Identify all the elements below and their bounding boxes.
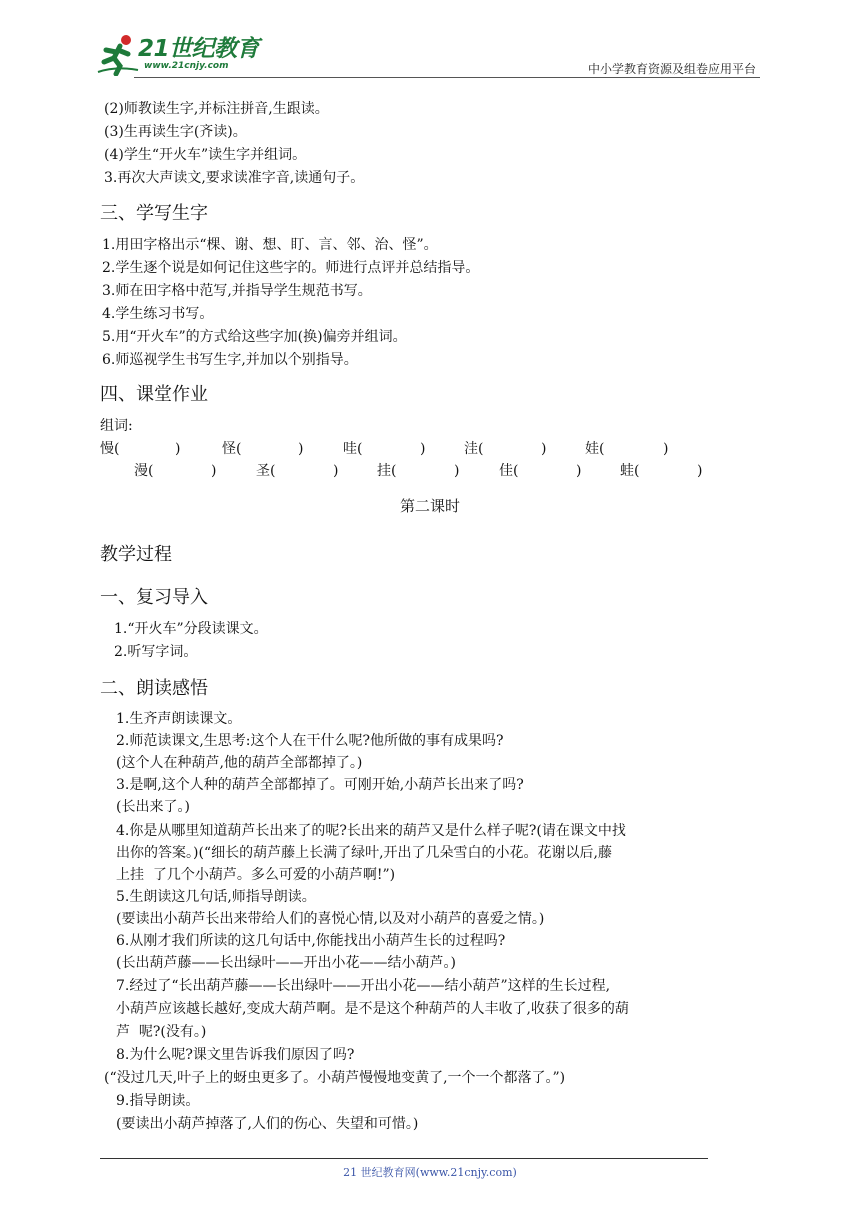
site-logo[interactable] [96,28,266,78]
exercise-char: 圣( [256,463,276,479]
exercise-blank-close: ) [175,441,181,457]
section-heading: 三、学写生字 [100,203,208,224]
text-line: 3.再次大声读文,要求读准字音,读通句子。 [104,170,365,186]
body-line: 2.师范读课文,生思考:这个人在干什么呢?他所做的事有成果吗? [116,733,504,749]
body-line: (这个人在种葫芦,他的葫芦全部都掉了。) [116,755,363,771]
body-line: 7.经过了“长出葫芦藤——长出绿叶——开出小花——结小葫芦”这样的生长过程, [116,978,611,994]
exercise-blank-close: ) [541,441,547,457]
body-line: (要读出小葫芦掉落了,人们的伤心、失望和可惜。) [116,1116,419,1132]
text-line: (3)生再读生字(齐读)。 [104,124,247,140]
text-line: (2)师教读生字,并标注拼音,生跟读。 [104,101,329,117]
section-heading: 一、复习导入 [100,587,208,608]
body-line: 3.是啊,这个人种的葫芦全部都掉了。可刚开始,小葫芦长出来了吗? [116,777,524,793]
lesson-title: 第二课时 [399,497,460,515]
list-item: 6.师巡视学生书写生字,并加以个别指导。 [102,352,358,368]
process-heading: 教学过程 [100,544,172,565]
exercise-blank-close: ) [454,463,460,479]
body-line: (要读出小葫芦长出来带给人们的喜悦心情,以及对小葫芦的喜爱之情。) [116,911,545,927]
body-line: 芦 呢?(没有。) [116,1024,207,1040]
exercise-blank-close: ) [420,441,426,457]
exercise-char: 漫( [134,463,154,479]
exercise-char: 挂( [377,463,397,479]
exercise-char: 佳( [499,463,519,479]
exercise-char: 哇( [343,441,363,457]
logo-url: www.21cnjy.com [144,61,229,71]
exercise-blank-close: ) [333,463,339,479]
list-item: 4.学生练习书写。 [102,306,214,322]
header-divider [134,77,760,78]
section-heading: 四、课堂作业 [100,384,208,405]
page-header [96,28,760,80]
body-line: (长出来了。) [116,799,190,815]
body-line: 上挂 了几个小葫芦。多么可爱的小葫芦啊!”) [116,867,396,883]
list-item: 5.用“开火车”的方式给这些字加(换)偏旁并组词。 [102,329,407,345]
exercise-char: 娃( [585,441,605,457]
runner-logo-icon [96,32,140,76]
exercise-char: 蛙( [620,463,640,479]
text-line: (4)学生“开火车”读生字并组词。 [104,147,307,163]
exercise-blank-close: ) [298,441,304,457]
body-line: (长出葫芦藤——长出绿叶——开出小花——结小葫芦。) [116,955,456,971]
body-line: (“没过几天,叶子上的蚜虫更多了。小葫芦慢慢地变黄了,一个一个都落了。”) [104,1070,566,1086]
body-line: 4.你是从哪里知道葫芦长出来了的呢?长出来的葫芦又是什么样子呢?(请在课文中找 [116,823,626,839]
exercise-char: 怪( [222,441,242,457]
exercise-blank-close: ) [697,463,703,479]
body-line: 1.生齐声朗读课文。 [116,711,242,727]
body-line: 9.指导朗读。 [116,1093,200,1109]
exercise-blank-close: ) [663,441,669,457]
body-line: 出你的答案。)(“细长的葫芦藤上长满了绿叶,开出了几朵雪白的小花。花谢以后,藤 [116,845,612,861]
exercise-blank-close: ) [211,463,217,479]
exercise-blank-close: ) [576,463,582,479]
list-item: 3.师在田字格中范写,并指导学生规范书写。 [102,283,372,299]
list-item: 1.“开火车”分段读课文。 [114,621,268,637]
footer-link[interactable]: 21 世纪教育网(www.21cnjy.com) [343,1166,517,1179]
exercise-char: 慢( [100,441,120,457]
exercise-char: 洼( [464,441,484,457]
platform-title: 中小学教育资源及组卷应用平台 [587,62,756,76]
body-line: 8.为什么呢?课文里告诉我们原因了吗? [116,1047,355,1063]
section-heading: 二、朗读感悟 [100,678,208,699]
list-item: 2.学生逐个说是如何记住这些字的。师进行点评并总结指导。 [102,260,480,276]
body-line: 5.生朗读这几句话,师指导朗读。 [116,889,316,905]
footer-divider [100,1158,708,1159]
list-item: 1.用田字格出示“棵、谢、想、盯、言、邻、治、怪”。 [102,237,438,253]
body-line: 6.从刚才我们所读的这几句话中,你能找出小葫芦生长的过程吗? [116,933,506,949]
body-line: 小葫芦应该越长越好,变成大葫芦啊。是不是这个种葫芦的人丰收了,收获了很多的葫 [116,1001,629,1017]
logo-text: 21世纪教育 [138,36,260,62]
exercise-label: 组词: [100,418,133,434]
list-item: 2.听写字词。 [114,644,198,660]
